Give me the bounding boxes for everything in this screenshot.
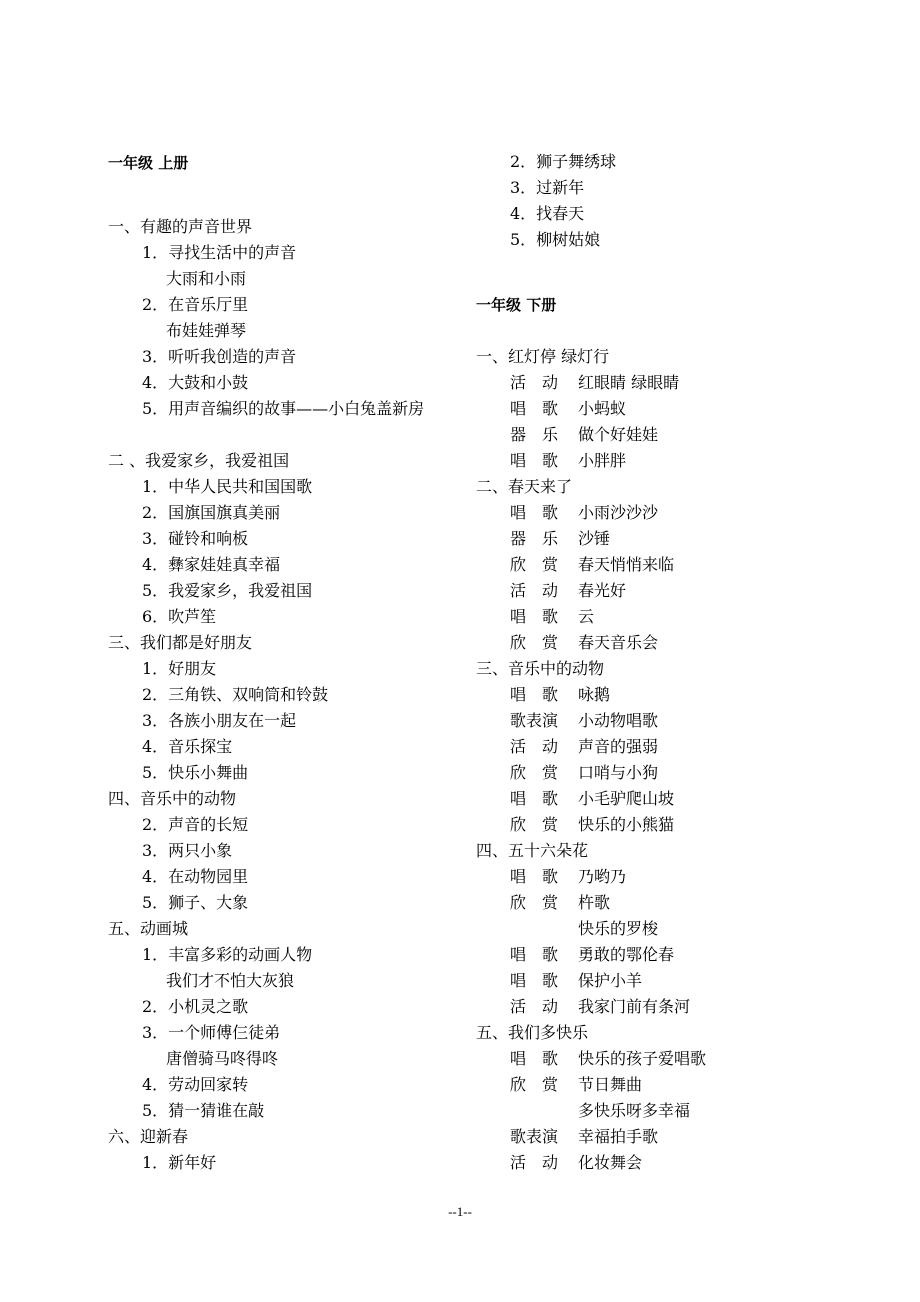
lesson-item: 4．大鼓和小鼓	[142, 373, 249, 392]
unit-title: 六、迎新春	[108, 1127, 189, 1146]
unit-title: 四、五十六朵花	[476, 841, 589, 860]
activity-item	[510, 710, 658, 732]
lesson-item: 4．找春天	[510, 204, 585, 223]
lesson-item: 5．猜一猜谁在敲	[142, 1101, 265, 1120]
activity-type: 唱 歌	[510, 789, 559, 808]
activity-item	[510, 814, 674, 836]
activity-title: 多快乐呀多幸福	[578, 1101, 691, 1120]
activity-type: 欣 赏	[510, 763, 559, 782]
activity-type: 欣 赏	[510, 555, 559, 574]
activity-type: 欣 赏	[510, 633, 559, 652]
lesson-item: 1．好朋友	[142, 659, 217, 678]
activity-title: 咏鹅	[578, 685, 611, 704]
activity-item	[510, 788, 674, 810]
activity-title: 声音的强弱	[578, 737, 659, 756]
activity-type: 唱 歌	[510, 451, 559, 470]
lesson-item: 5．我爱家乡，我爱祖国	[142, 581, 313, 600]
lesson-item: 3．两只小象	[142, 841, 233, 860]
activity-type: 唱 歌	[510, 945, 559, 964]
activity-type: 器 乐	[510, 425, 559, 444]
activity-title: 快乐的罗梭	[578, 919, 659, 938]
activity-type: 器 乐	[510, 529, 559, 548]
lesson-item: 2．狮子舞绣球	[510, 152, 617, 171]
activity-title: 做个好娃娃	[578, 425, 659, 444]
lesson-item: 4．彝家娃娃真幸福	[142, 555, 281, 574]
activity-title: 小雨沙沙沙	[578, 503, 659, 522]
activity-item	[510, 1152, 642, 1174]
activity-title: 幸福拍手歌	[578, 1127, 659, 1146]
lesson-item: 3．碰铃和响板	[142, 529, 249, 548]
activity-type: 歌表演	[510, 1127, 559, 1146]
lesson-item: 3．听听我创造的声音	[142, 347, 297, 366]
activity-title: 节日舞曲	[578, 1075, 643, 1094]
activity-type: 唱 歌	[510, 971, 559, 990]
lesson-item: 5．柳树姑娘	[510, 230, 601, 249]
activity-type: 活 动	[510, 581, 559, 600]
activity-type: 唱 歌	[510, 607, 559, 626]
activity-item	[510, 1074, 642, 1096]
activity-item	[510, 996, 690, 1018]
activity-title: 沙锤	[578, 529, 611, 548]
lesson-item: 1．新年好	[142, 1153, 217, 1172]
activity-title: 快乐的小熊猫	[578, 815, 675, 834]
activity-item	[510, 736, 658, 758]
activity-item	[510, 892, 610, 914]
lesson-item: 1．寻找生活中的声音	[142, 243, 297, 262]
lesson-item: 3．过新年	[510, 178, 585, 197]
activity-type: 活 动	[510, 1153, 559, 1172]
lesson-item: 2．在音乐厅里	[142, 295, 249, 314]
lesson-item: 1．中华人民共和国国歌	[142, 477, 313, 496]
activity-title: 保护小羊	[578, 971, 643, 990]
activity-item	[510, 970, 642, 992]
activity-type: 唱 歌	[510, 1049, 559, 1068]
activity-item	[510, 372, 679, 394]
lesson-subitem: 大雨和小雨	[166, 269, 247, 288]
activity-type: 歌表演	[510, 711, 559, 730]
activity-title: 快乐的孩子爱唱歌	[578, 1049, 707, 1068]
activity-item	[510, 450, 626, 472]
activity-item	[510, 1126, 658, 1148]
unit-title: 一、红灯停 绿灯行	[476, 347, 610, 366]
activity-title: 勇敢的鄂伦春	[578, 945, 675, 964]
unit-title: 一、有趣的声音世界	[108, 217, 253, 236]
activity-type: 活 动	[510, 737, 559, 756]
activity-title: 春光好	[578, 581, 627, 600]
unit-title: 二、春天来了	[476, 477, 573, 496]
activity-title: 小胖胖	[578, 451, 627, 470]
activity-title: 小毛驴爬山坡	[578, 789, 675, 808]
lesson-item: 1．丰富多彩的动画人物	[142, 945, 313, 964]
activity-title: 小动物唱歌	[578, 711, 659, 730]
unit-title: 三、我们都是好朋友	[108, 633, 253, 652]
activity-title: 我家门前有条河	[578, 997, 691, 1016]
activity-type: 唱 歌	[510, 503, 559, 522]
lesson-item: 4．在动物园里	[142, 867, 249, 886]
activity-item	[510, 502, 658, 524]
activity-item	[510, 606, 594, 628]
lesson-item: 2．三角铁、双响筒和铃鼓	[142, 685, 329, 704]
unit-title: 五、动画城	[108, 919, 189, 938]
lesson-item: 4．音乐探宝	[142, 737, 233, 756]
activity-item	[510, 632, 658, 654]
page-number: --1--	[448, 1204, 472, 1219]
unit-title: 二 、我爱家乡，我爱祖国	[108, 451, 290, 470]
lesson-item: 2．国旗国旗真美丽	[142, 503, 281, 522]
activity-item	[510, 762, 658, 784]
unit-title: 四、音乐中的动物	[108, 789, 237, 808]
activity-title: 杵歌	[578, 893, 611, 912]
activity-item	[510, 1100, 690, 1122]
activity-item	[510, 528, 610, 550]
activity-item	[510, 944, 674, 966]
lesson-subitem: 唐僧骑马咚得咚	[166, 1049, 279, 1068]
lesson-item: 2．声音的长短	[142, 815, 249, 834]
activity-type: 活 动	[510, 997, 559, 1016]
section-heading: 一年级 下册	[476, 296, 557, 314]
lesson-item: 6．吹芦笙	[142, 607, 217, 626]
activity-type: 唱 歌	[510, 867, 559, 886]
activity-item	[510, 1048, 706, 1070]
lesson-subitem: 布娃娃弹琴	[166, 321, 247, 340]
lesson-item: 3．各族小朋友在一起	[142, 711, 297, 730]
activity-item	[510, 424, 658, 446]
activity-type: 欣 赏	[510, 893, 559, 912]
lesson-item: 3．一个师傅仨徒弟	[142, 1023, 281, 1042]
activity-item	[510, 918, 658, 940]
activity-item	[510, 866, 626, 888]
section-heading: 一年级 上册	[108, 154, 189, 172]
activity-item	[510, 554, 674, 576]
lesson-subitem: 我们才不怕大灰狼	[166, 971, 295, 990]
activity-type: 唱 歌	[510, 685, 559, 704]
activity-item	[510, 580, 626, 602]
unit-title: 三、音乐中的动物	[476, 659, 605, 678]
activity-title: 春天音乐会	[578, 633, 659, 652]
activity-title: 云	[578, 607, 595, 626]
activity-type: 唱 歌	[510, 399, 559, 418]
lesson-item: 4．劳动回家转	[142, 1075, 249, 1094]
activity-title: 红眼睛 绿眼睛	[578, 373, 680, 392]
lesson-item: 5．狮子、大象	[142, 893, 249, 912]
activity-title: 口哨与小狗	[578, 763, 659, 782]
activity-type: 欣 赏	[510, 815, 559, 834]
activity-item	[510, 684, 610, 706]
activity-title: 化妆舞会	[578, 1153, 643, 1172]
lesson-item: 5．快乐小舞曲	[142, 763, 249, 782]
activity-title: 春天悄悄来临	[578, 555, 675, 574]
lesson-item: 2．小机灵之歌	[142, 997, 249, 1016]
activity-title: 乃哟乃	[578, 867, 627, 886]
activity-type: 欣 赏	[510, 1075, 559, 1094]
activity-type: 活 动	[510, 373, 559, 392]
unit-title: 五、我们多快乐	[476, 1023, 589, 1042]
lesson-item: 5．用声音编织的故事——小白兔盖新房	[142, 399, 425, 418]
activity-item	[510, 398, 626, 420]
activity-title: 小蚂蚁	[578, 399, 627, 418]
